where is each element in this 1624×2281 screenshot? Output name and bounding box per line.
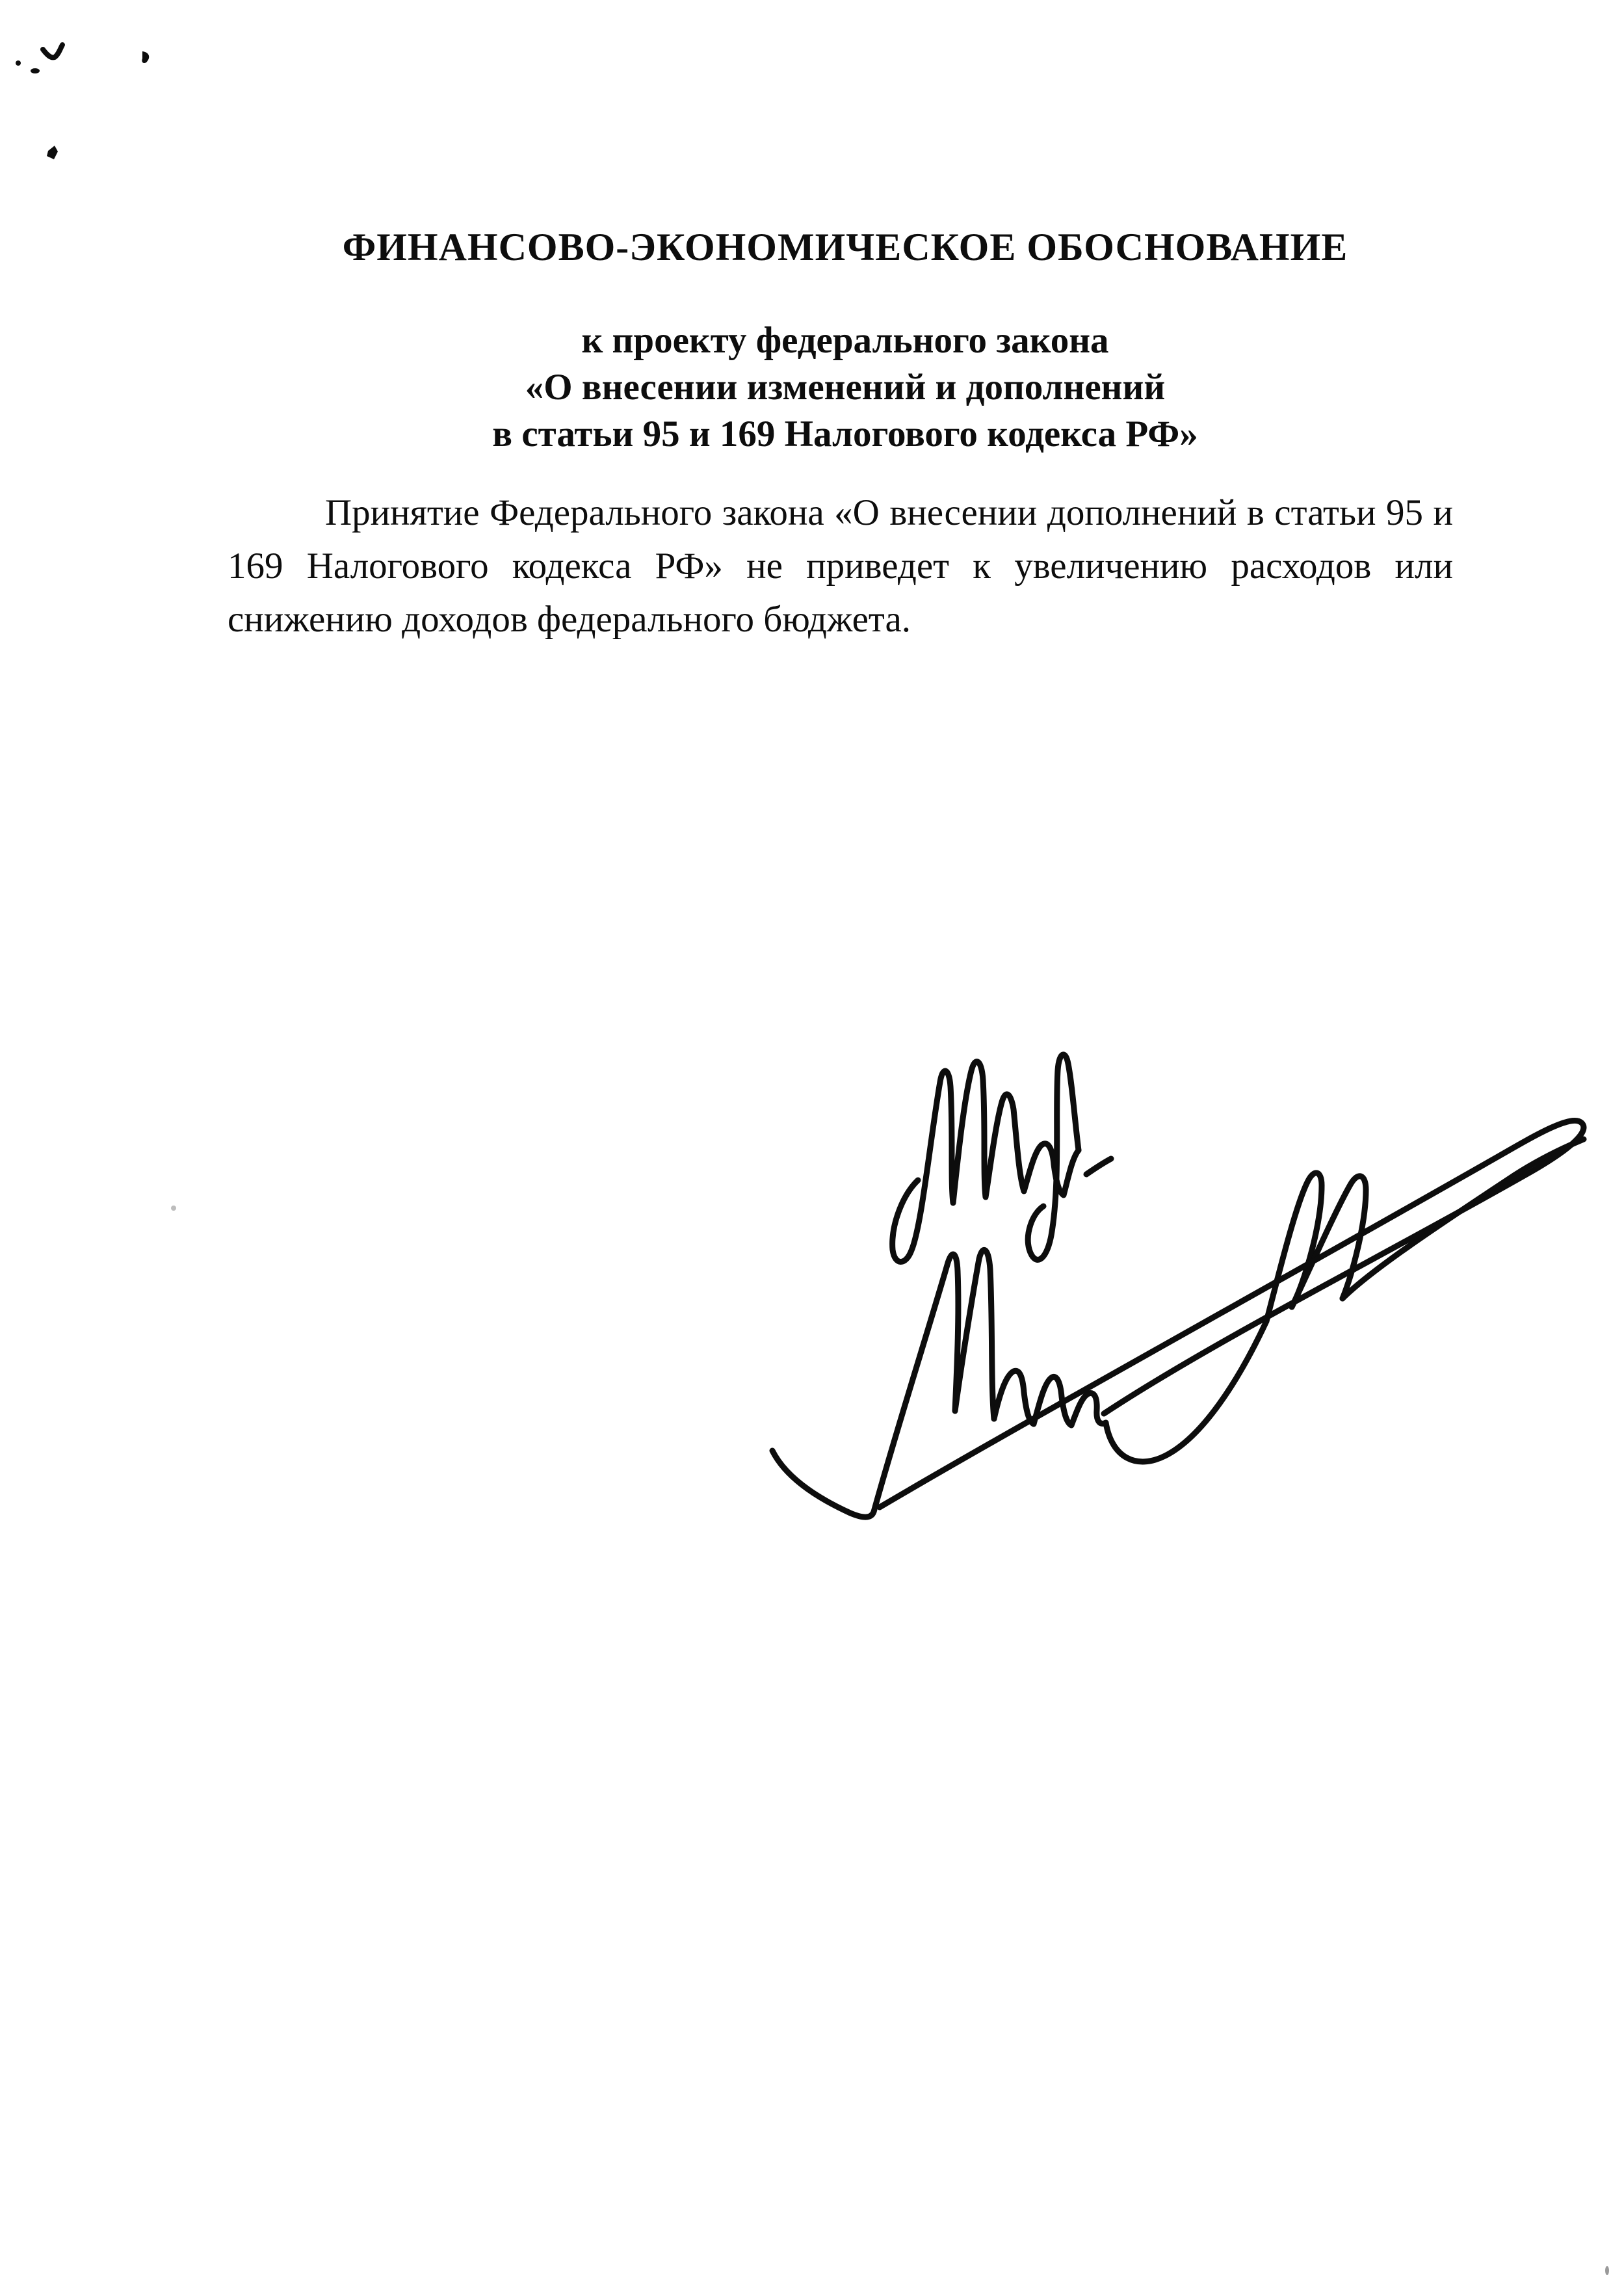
subtitle-line-1: к проекту федерального закона xyxy=(581,320,1109,361)
speck-edge xyxy=(1605,2266,1609,2275)
speck-comma xyxy=(142,51,149,63)
speck-checkmark xyxy=(43,45,62,57)
signature-lower-hook-zigzag xyxy=(772,1250,994,1517)
signature-upper-dash xyxy=(1086,1159,1111,1174)
signature-lower-humps xyxy=(994,1371,1106,1425)
speck-blob xyxy=(31,68,40,73)
document-title: ФИНАНСОВО-ЭКОНОМИЧЕСКОЕ ОБОСНОВАНИЕ xyxy=(342,226,1348,269)
signature-lower-big-curve xyxy=(1106,1321,1266,1462)
document-subtitle xyxy=(228,317,1463,458)
subtitle-line-2: «О внесении изменений и дополнений xyxy=(525,367,1166,408)
subtitle-line-3: в статьи 95 и 169 Налогового кодекса РФ» xyxy=(492,414,1198,455)
body-paragraph: Принятие Федерального закона «О внесении дополнений в статьи 95 и 169 Налогового кодекса РФ» не приведет к увеличению расходов или снижению доходов федерального бюджета. xyxy=(228,492,1453,640)
speck-blob-2 xyxy=(47,146,58,159)
speck-faint-dot xyxy=(171,1206,176,1211)
handwritten-signature xyxy=(748,1034,1593,1528)
speck-dot xyxy=(16,60,21,66)
